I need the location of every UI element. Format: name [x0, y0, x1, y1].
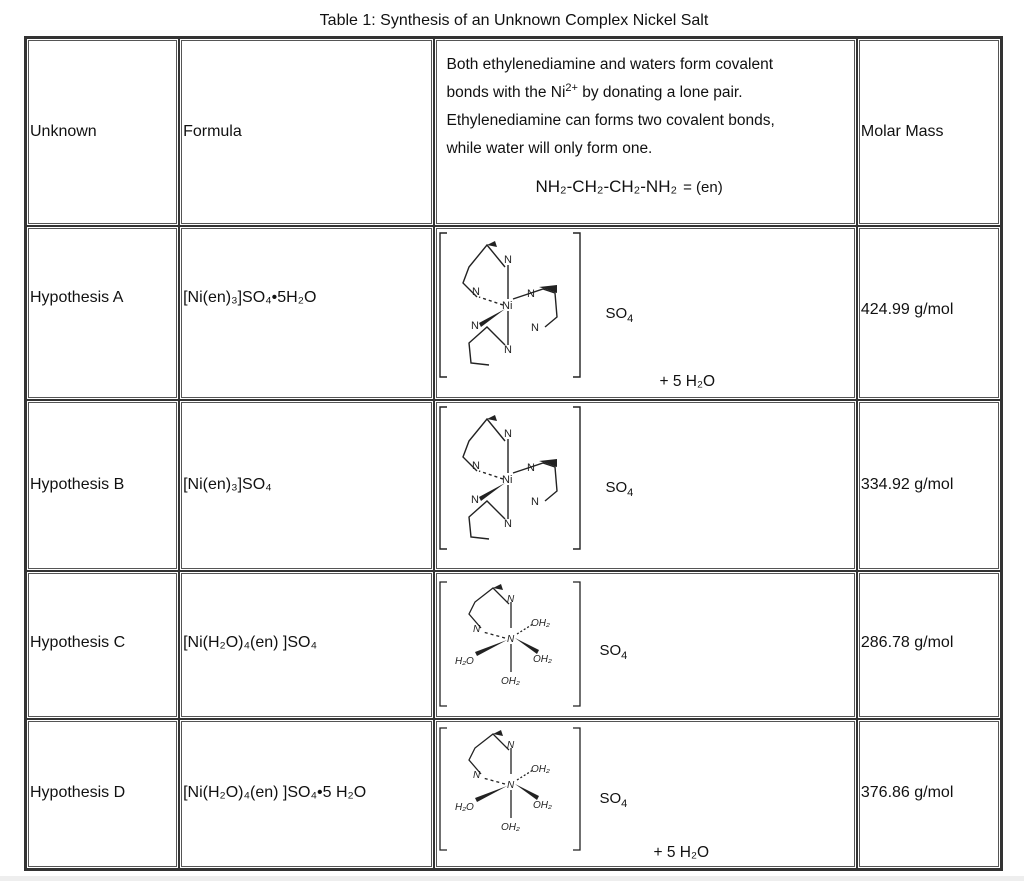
- svg-text:N: N: [504, 428, 513, 440]
- water-of-hydration: + 5 H₂O: [653, 844, 710, 861]
- row-b-name: Hypothesis B: [26, 400, 179, 571]
- header-molar-mass-label: Molar Mass: [860, 123, 944, 140]
- svg-text:N: N: [472, 460, 481, 472]
- en-formula: NH₂-CH₂-CH₂-NH₂: [535, 177, 678, 196]
- row-c-name: Hypothesis C: [26, 571, 179, 719]
- svg-text:N: N: [504, 344, 513, 356]
- svg-text:N: N: [527, 462, 536, 474]
- svg-text:N: N: [507, 594, 515, 605]
- svg-text:OH₂: OH₂: [501, 676, 521, 687]
- row-a-mass: 424.99 g/mol: [857, 226, 1001, 400]
- counter-ion: $SO_4$: [599, 642, 628, 662]
- desc-line-1: Both ethylenediamine and waters form covalent: [446, 56, 774, 73]
- row-c-formula: [Ni(H₂O)₄(en) ]SO₄: [179, 571, 434, 719]
- svg-text:N: N: [472, 286, 481, 298]
- table-caption: Table 1: Synthesis of an Unknown Complex Nickel Salt: [319, 12, 709, 29]
- row-d-name: Hypothesis D: [26, 719, 179, 869]
- counter-ion: $SO_4$: [605, 305, 634, 325]
- counter-ion: $SO_4$: [605, 479, 634, 499]
- svg-text:OH₂: OH₂: [501, 822, 521, 833]
- svg-text:N: N: [473, 770, 481, 781]
- svg-text:N: N: [504, 518, 513, 530]
- page-footer-strip: [0, 876, 1024, 881]
- counter-ion: $SO_4$: [599, 790, 628, 810]
- row-c-mass: 286.78 g/mol: [857, 571, 1001, 719]
- svg-text:N: N: [473, 624, 481, 635]
- svg-text:Ni: Ni: [502, 474, 513, 486]
- ni-h2o4-en-structure-icon: [435, 720, 605, 868]
- header-description: [434, 38, 856, 226]
- svg-text:N: N: [531, 496, 540, 508]
- header-molar-mass: [857, 38, 1001, 226]
- water-of-hydration: + 5 H₂O: [659, 373, 716, 390]
- desc-line-3: Ethylenediamine can forms two covalent bonds,: [446, 112, 775, 129]
- header-unknown: [26, 38, 179, 226]
- row-b-structure: [434, 400, 856, 571]
- svg-text:OH₂: OH₂: [531, 618, 551, 629]
- svg-text:N: N: [531, 322, 540, 334]
- table-header-row: [26, 38, 1001, 226]
- table-row: [26, 400, 1001, 571]
- svg-text:N: N: [507, 634, 515, 645]
- svg-text:N: N: [471, 494, 480, 506]
- svg-text:H₂O: H₂O: [455, 656, 475, 667]
- row-d-structure: [434, 719, 856, 869]
- bonding-description: [446, 51, 846, 163]
- en-definition: [535, 177, 722, 197]
- desc-line-4: while water will only form one.: [446, 140, 653, 157]
- header-formula-label: Formula: [183, 123, 242, 140]
- svg-text:N: N: [504, 254, 513, 266]
- row-a-structure: [434, 226, 856, 400]
- svg-text:N: N: [507, 740, 515, 751]
- svg-text:N: N: [507, 780, 515, 791]
- ni-en3-structure-icon: [435, 227, 605, 399]
- row-c-structure: [434, 571, 856, 719]
- row-a-name: Hypothesis A: [26, 226, 179, 400]
- en-equals: = (en): [683, 179, 723, 196]
- svg-text:OH₂: OH₂: [533, 654, 553, 665]
- hypothesis-table: [24, 36, 1003, 871]
- table-row: [26, 719, 1001, 869]
- svg-text:H₂O: H₂O: [455, 802, 475, 813]
- svg-text:N: N: [527, 288, 536, 300]
- table-row: [26, 571, 1001, 719]
- ni-en3-structure-icon: [435, 401, 605, 571]
- row-a-formula: [Ni(en)₃]SO₄•5H₂O: [179, 226, 434, 400]
- header-unknown-label: Unknown: [30, 123, 97, 140]
- ni-h2o4-en-structure-icon: [435, 572, 605, 718]
- row-b-formula: [Ni(en)₃]SO₄: [179, 400, 434, 571]
- svg-text:N: N: [471, 320, 480, 332]
- header-formula: [179, 38, 434, 226]
- svg-text:OH₂: OH₂: [533, 800, 553, 811]
- row-d-formula: [Ni(H₂O)₄(en) ]SO₄•5 H₂O: [179, 719, 434, 869]
- svg-text:OH₂: OH₂: [531, 764, 551, 775]
- row-d-mass: 376.86 g/mol: [857, 719, 1001, 869]
- desc-line-2: bonds with the $Ni^{2+}$ by donating a lone pair.: [446, 81, 743, 101]
- svg-text:Ni: Ni: [502, 300, 513, 312]
- row-b-mass: 334.92 g/mol: [857, 400, 1001, 571]
- table-row: [26, 226, 1001, 400]
